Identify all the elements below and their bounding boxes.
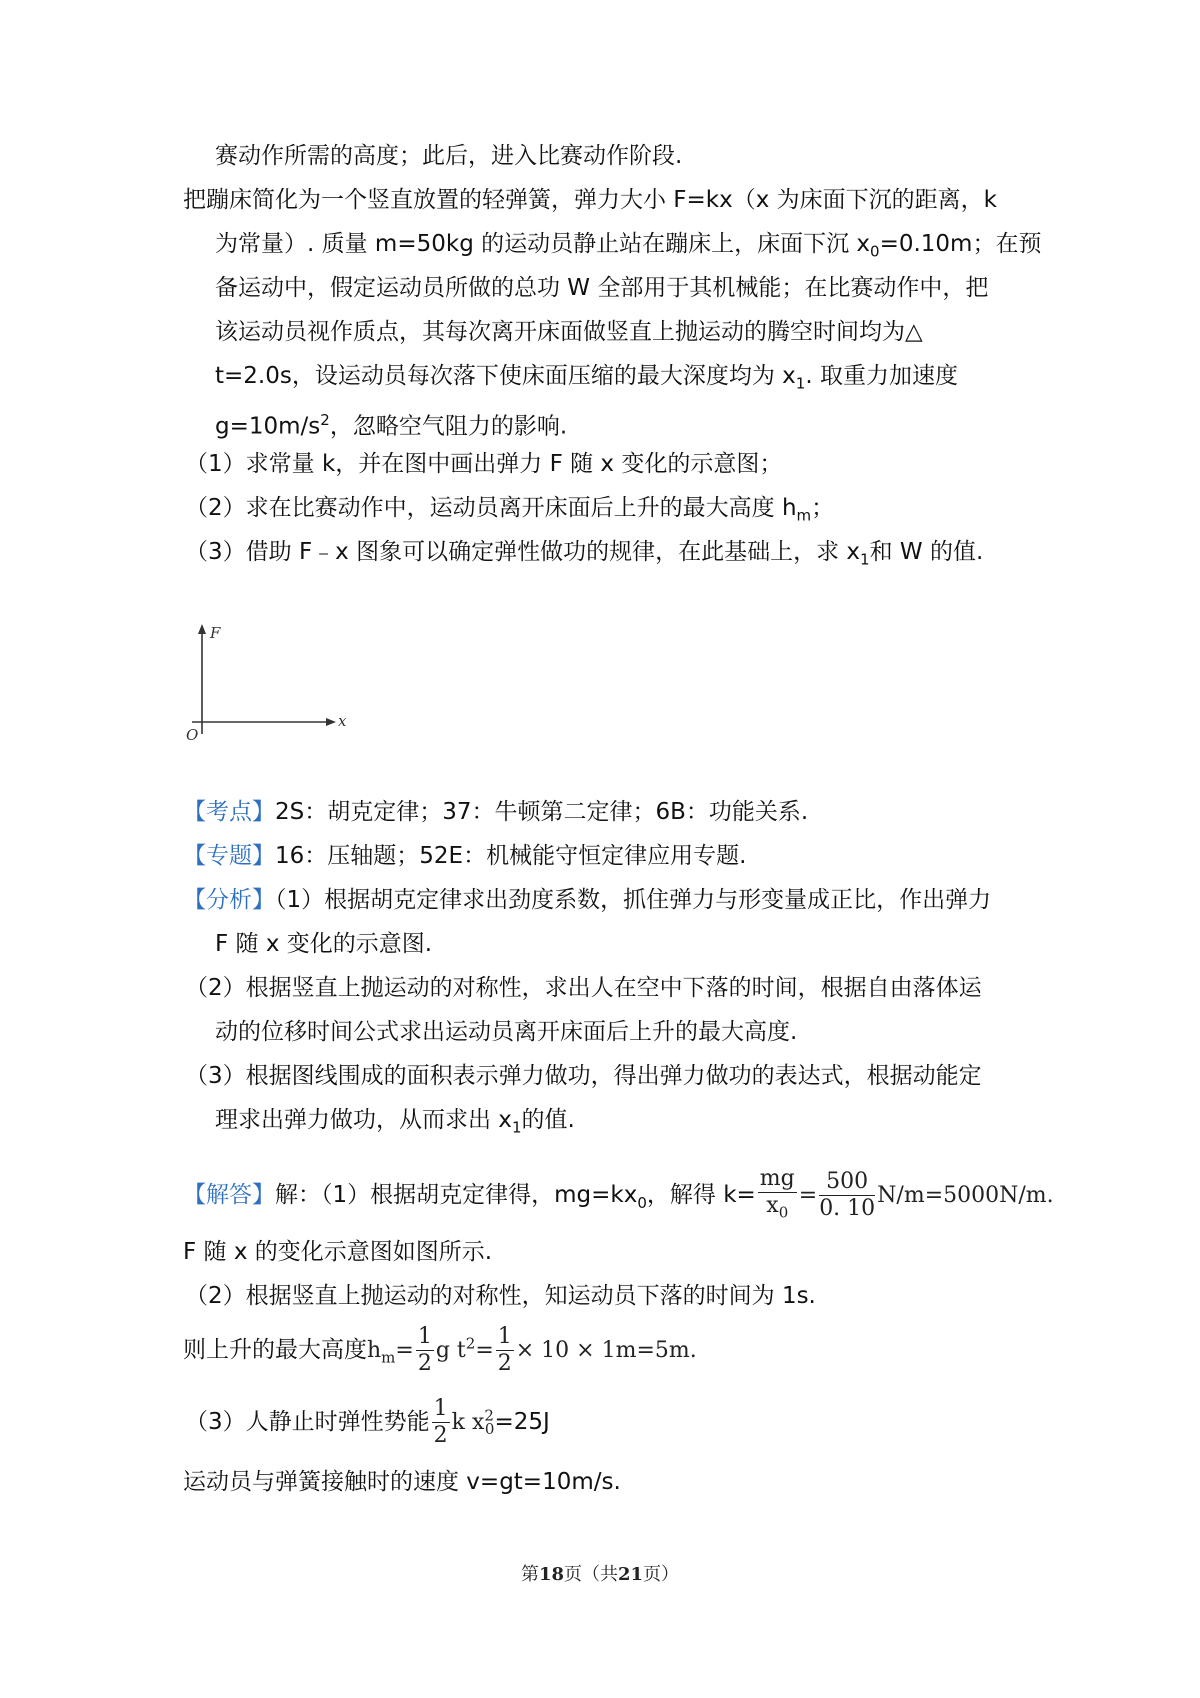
problem-line-4: 该运动员视作质点，其每次离开床面做竖直上抛运动的腾空时间均为△ [215, 319, 923, 345]
fenxi-line-5: （3）根据图线围成的面积表示弹力做功，得出弹力做功的表达式，根据动能定 [185, 1063, 982, 1089]
half-fraction-3: $\frac{1}{2}$ [433, 1396, 448, 1448]
question-2: （2）求在比赛动作中，运动员离开床面后上升的最大高度 $h_m$； [185, 495, 835, 525]
y-axis-arrow [198, 624, 206, 634]
fenxi-line-3: （2）根据竖直上抛运动的对称性，求出人在空中下落的时间，根据自由落体运 [185, 975, 982, 1001]
jieda-line-2: F 随 x 的变化示意图如图所示. [183, 1239, 493, 1265]
question-1: （1）求常量 k，并在图中画出弹力 F 随 x 变化的示意图； [185, 451, 783, 477]
jieda-line-3: （2）根据竖直上抛运动的对称性，知运动员下落的时间为 1s. [185, 1283, 816, 1309]
page-number: 18 [538, 1564, 564, 1585]
y-axis-label: F [210, 624, 221, 642]
fenxi-line-6: 理求出弹力做功，从而求出 $x_1$的值. [215, 1107, 575, 1137]
x-axis-arrow [326, 718, 336, 726]
x-axis-label: x [338, 712, 347, 730]
question-3: （3）借助 F﹣x 图象可以确定弹性做功的规律，在此基础上，求 $x_1$和 W 的值. [185, 539, 984, 569]
page-footer: 第18页（共21页） [520, 1564, 680, 1585]
zhuanti-line: 【专题】16：压轴题；52E：机械能守恒定律应用专题. [183, 843, 747, 869]
problem-continuation: 赛动作所需的高度；此后，进入比赛动作阶段. [215, 143, 683, 169]
fenxi-line-4: 动的位移时间公式求出运动员离开床面后上升的最大高度. [215, 1019, 798, 1045]
problem-line-1: 把蹦床简化为一个竖直放置的轻弹簧，弹力大小 F=kx（x 为床面下沉的距离，k [183, 187, 997, 213]
problem-line-5: t=2.0s，设运动员每次落下使床面压缩的最大深度均为 $x_1$. 取重力加速度 [215, 363, 958, 393]
fenxi-line-1: 【分析】（1）根据胡克定律求出劲度系数，抓住弹力与形变量成正比，作出弹力 [183, 887, 992, 913]
f-x-graph [180, 622, 350, 752]
kaodian-tag: 【考点】 [183, 799, 275, 825]
jieda-tag: 【解答】 [183, 1182, 275, 1209]
jieda-line-6: 运动员与弹簧接触时的速度 v=gt=10m/s. [183, 1469, 621, 1495]
origin-label: O [186, 726, 199, 744]
zhuanti-tag: 【专题】 [183, 843, 275, 869]
jieda-line-4: 则上升的最大高度$h_m=$ $\frac{1}{2}$ g $t^2=$ $\frac{1}{2}$ × 10 × 1m=5m. [183, 1324, 697, 1376]
kaodian-line: 【考点】2S：胡克定律；37：牛顿第二定律；6B：功能关系. [183, 799, 809, 825]
page-total: 21 [618, 1564, 644, 1585]
problem-line-2: 为常量）. 质量 m=50kg 的运动员静止站在蹦床上，床面下沉 $x_0=0.10m$；在预 [215, 231, 1042, 261]
fenxi-line-2: F 随 x 变化的示意图. [215, 931, 433, 957]
problem-line-6: $g=10m/s^2$，忽略空气阻力的影响. [215, 411, 568, 440]
fenxi-tag: 【分析】 [183, 887, 275, 913]
problem-line-3: 备运动中，假定运动员所做的总功 W 全部用于其机械能；在比赛动作中，把 [215, 275, 989, 301]
k-fraction-1: $\frac{mg}{x_0}$ [759, 1166, 795, 1222]
jieda-line-5: （3）人静止时弹性势能 $\frac{1}{2}$ k $x^2_0=25J$ [185, 1396, 550, 1448]
half-fraction-1: $\frac{1}{2}$ [417, 1324, 432, 1376]
jieda-line-1: 【解答】解：（1）根据胡克定律得，$mg=kx_0$，解得 k= $\frac{mg}{x_0}$ = $\frac{500}{0. 10}$ N/m=5000N/m. [183, 1166, 1054, 1225]
k-fraction-2: $\frac{500}{0. 10}$ [819, 1169, 876, 1222]
half-fraction-2: $\frac{1}{2}$ [497, 1324, 512, 1376]
